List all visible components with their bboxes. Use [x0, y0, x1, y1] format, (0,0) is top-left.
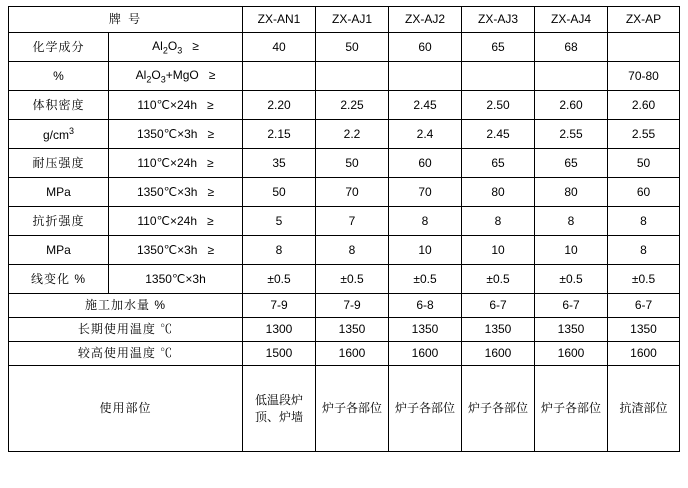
cell-value: 1350 [389, 318, 462, 342]
cell-value: ±0.5 [243, 265, 316, 294]
condition-al2o3: $Al_2O_3$ ≥ [109, 33, 243, 62]
cell-value: ±0.5 [462, 265, 535, 294]
cell-value [316, 62, 389, 91]
cell-value: 5 [243, 207, 316, 236]
cell-value [243, 62, 316, 91]
table-row [9, 91, 680, 120]
header-grade-6: ZX-AP [608, 7, 680, 33]
row-unit-compressive-strength: MPa [9, 178, 109, 207]
row-label-compressive-strength: 耐压强度 [9, 149, 109, 178]
table-row [9, 62, 680, 91]
cell-value: 炉子各部位 [389, 366, 462, 452]
cell-value: 1350 [535, 318, 608, 342]
table-row [9, 366, 680, 452]
header-grade-3: ZX-AJ2 [389, 7, 462, 33]
cell-value: 2.60 [535, 91, 608, 120]
header-grade-1: ZX-AN1 [243, 7, 316, 33]
cell-value: 6-8 [389, 294, 462, 318]
cell-value: ±0.5 [535, 265, 608, 294]
cell-value: 2.2 [316, 120, 389, 149]
cell-value: 6-7 [462, 294, 535, 318]
cell-value: 低温段炉顶、炉墙 [243, 366, 316, 452]
cell-value: 1500 [243, 342, 316, 366]
cell-value: 8 [389, 207, 462, 236]
cell-value: 8 [243, 236, 316, 265]
cell-value [389, 62, 462, 91]
cell-value: 7-9 [243, 294, 316, 318]
cell-value: 2.45 [389, 91, 462, 120]
cell-value: 8 [535, 207, 608, 236]
cell-value: 6-7 [535, 294, 608, 318]
cell-value: 10 [389, 236, 462, 265]
cell-value: 65 [462, 33, 535, 62]
row-unit-flexural-strength: MPa [9, 236, 109, 265]
cell-value: 50 [316, 149, 389, 178]
cell-value: 65 [535, 149, 608, 178]
cell-value: 80 [535, 178, 608, 207]
header-brand-label: 牌 号 [9, 7, 243, 33]
cell-value: 10 [462, 236, 535, 265]
table-row [9, 149, 680, 178]
row-label-water-addition: 施工加水量 % [9, 294, 243, 318]
cell-value: 炉子各部位 [535, 366, 608, 452]
cell-value: 65 [462, 149, 535, 178]
condition-1350c-3h: 1350℃×3h ≥ [109, 120, 243, 149]
condition-al2o3-mgo: $Al_2O_3+MgO$ ≥ [109, 62, 243, 91]
specification-table [8, 6, 680, 452]
condition-1350c-3h: 1350℃×3h ≥ [109, 236, 243, 265]
table-row [9, 33, 680, 62]
row-label-application-area: 使用部位 [9, 366, 243, 452]
cell-value: 1600 [462, 342, 535, 366]
cell-value: 2.4 [389, 120, 462, 149]
cell-value: 70-80 [608, 62, 680, 91]
table-row [9, 294, 680, 318]
row-label-chemical-composition: 化学成分 [9, 33, 109, 62]
cell-value: 8 [608, 236, 680, 265]
cell-value [535, 62, 608, 91]
cell-value: 6-7 [608, 294, 680, 318]
cell-value: 50 [608, 149, 680, 178]
header-grade-2: ZX-AJ1 [316, 7, 389, 33]
table-row [9, 236, 680, 265]
cell-value: ±0.5 [389, 265, 462, 294]
cell-value: 50 [243, 178, 316, 207]
cell-value: 抗渣部位 [608, 366, 680, 452]
table-row [9, 207, 680, 236]
table-row [9, 265, 680, 294]
cell-value: 2.45 [462, 120, 535, 149]
cell-value: ±0.5 [608, 265, 680, 294]
cell-value: 1600 [535, 342, 608, 366]
row-label-bulk-density: 体积密度 [9, 91, 109, 120]
cell-value [462, 62, 535, 91]
table-row [9, 342, 680, 366]
cell-value: 2.55 [535, 120, 608, 149]
table-row [9, 178, 680, 207]
row-label-max-service-temperature: 较高使用温度 ℃ [9, 342, 243, 366]
row-label-linear-change: 线变化 % [9, 265, 109, 294]
cell-value: 7-9 [316, 294, 389, 318]
cell-value: 1600 [389, 342, 462, 366]
cell-value: 炉子各部位 [316, 366, 389, 452]
condition-1350c-3h: 1350℃×3h ≥ [109, 178, 243, 207]
cell-value: 35 [243, 149, 316, 178]
cell-value: 7 [316, 207, 389, 236]
cell-value: 1600 [608, 342, 680, 366]
cell-value: 60 [389, 149, 462, 178]
cell-value: 2.15 [243, 120, 316, 149]
cell-value: 2.25 [316, 91, 389, 120]
condition-1350c-3h: 1350℃×3h [109, 265, 243, 294]
table-header-row [9, 7, 680, 33]
cell-value: 60 [608, 178, 680, 207]
cell-value: 1350 [316, 318, 389, 342]
cell-value: 8 [608, 207, 680, 236]
cell-value: 40 [243, 33, 316, 62]
header-grade-5: ZX-AJ4 [535, 7, 608, 33]
condition-110c-24h: 110℃×24h ≥ [109, 91, 243, 120]
cell-value: 8 [316, 236, 389, 265]
cell-value: 2.50 [462, 91, 535, 120]
row-label-flexural-strength: 抗折强度 [9, 207, 109, 236]
cell-value: 炉子各部位 [462, 366, 535, 452]
table-row [9, 120, 680, 149]
cell-value: 70 [389, 178, 462, 207]
condition-110c-24h: 110℃×24h ≥ [109, 149, 243, 178]
cell-value: 1350 [462, 318, 535, 342]
cell-value: 2.60 [608, 91, 680, 120]
row-unit-bulk-density: $g/cm^3$ [9, 120, 109, 149]
cell-value: 80 [462, 178, 535, 207]
cell-value: 1350 [608, 318, 680, 342]
cell-value: 1600 [316, 342, 389, 366]
cell-value [608, 33, 680, 62]
cell-value: 10 [535, 236, 608, 265]
row-unit-chemical-composition: % [9, 62, 109, 91]
cell-value: 8 [462, 207, 535, 236]
cell-value: 68 [535, 33, 608, 62]
cell-value: 60 [389, 33, 462, 62]
cell-value: 2.55 [608, 120, 680, 149]
row-label-long-term-service-temperature: 长期使用温度 ℃ [9, 318, 243, 342]
header-grade-4: ZX-AJ3 [462, 7, 535, 33]
cell-value: 1300 [243, 318, 316, 342]
cell-value: 2.20 [243, 91, 316, 120]
cell-value: 70 [316, 178, 389, 207]
cell-value: 50 [316, 33, 389, 62]
table-row [9, 318, 680, 342]
condition-110c-24h: 110℃×24h ≥ [109, 207, 243, 236]
cell-value: ±0.5 [316, 265, 389, 294]
